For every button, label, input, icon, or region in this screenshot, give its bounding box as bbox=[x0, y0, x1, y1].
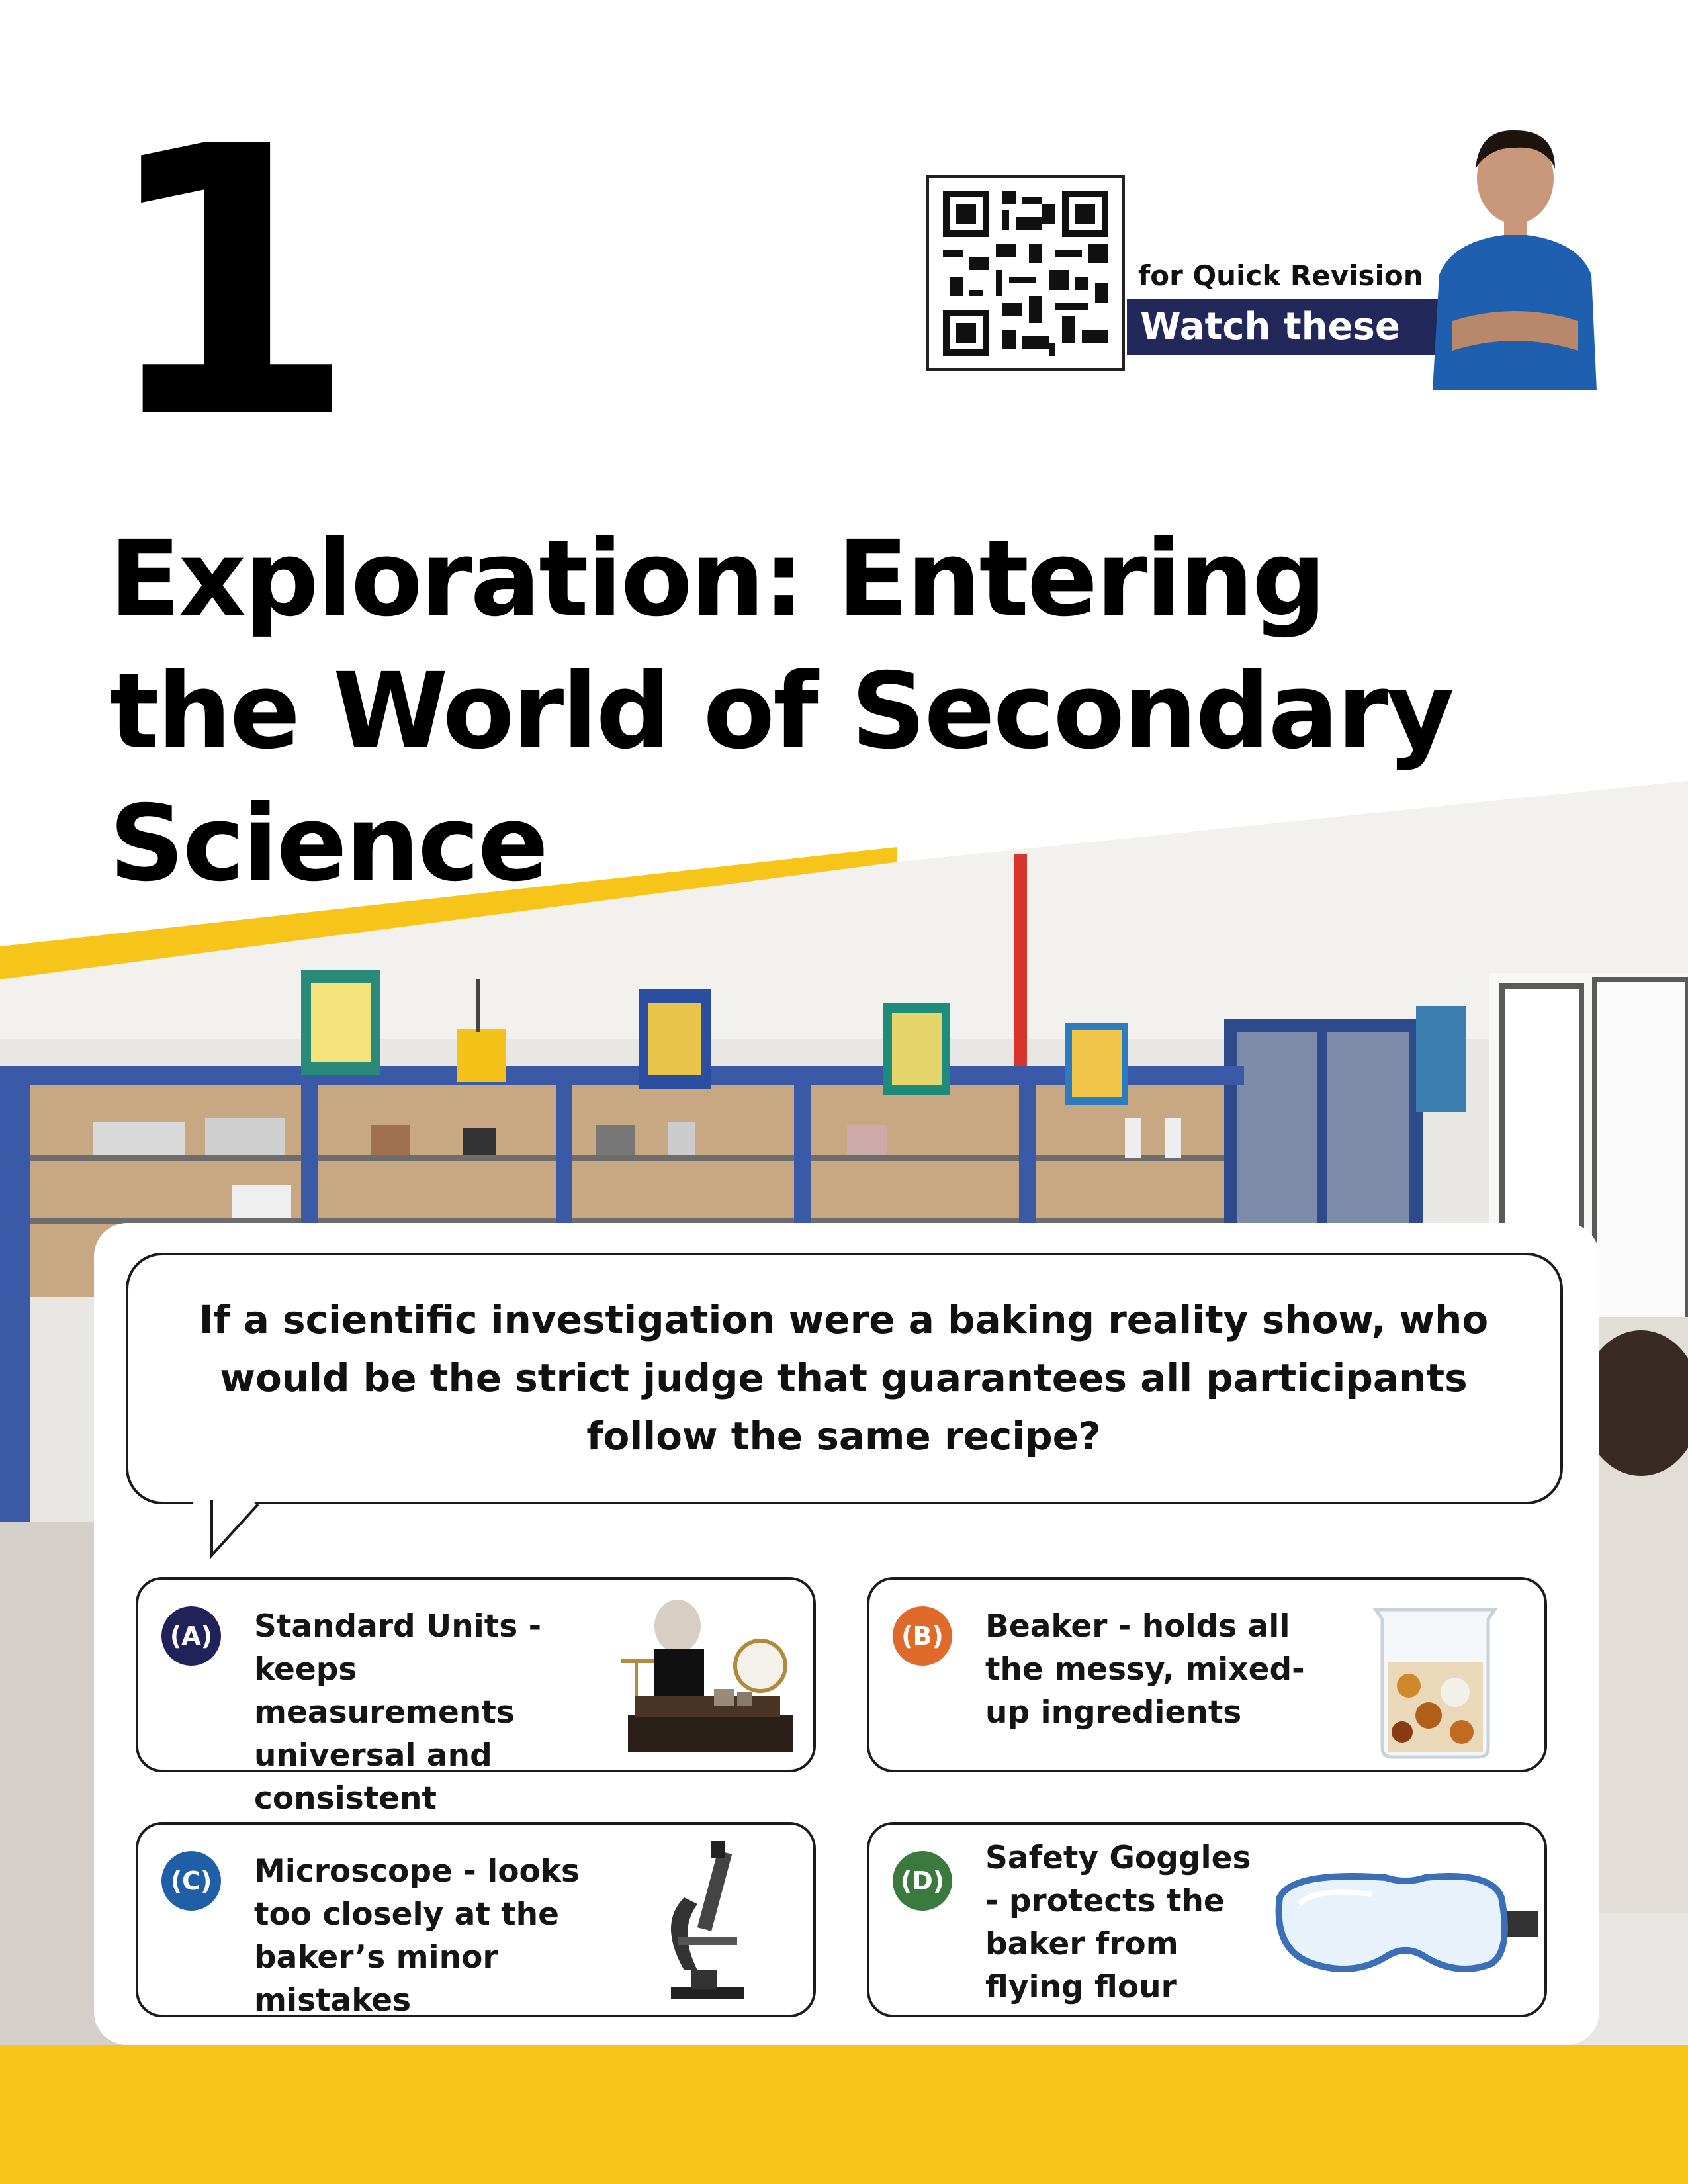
chapter-title-line-2: the World of Secondary bbox=[109, 651, 1453, 772]
promo-small-text: for Quick Revision bbox=[1138, 259, 1423, 292]
option-a-text: Standard Units - keeps measurements universal and consistent bbox=[254, 1608, 542, 1817]
question-text: If a scientific investigation were a baking reality show, who would be the strict judge that guarantees all participants follow the same recipe? bbox=[199, 1297, 1489, 1459]
chapter-title-line-3: Science bbox=[109, 783, 547, 905]
option-b-badge: (B) bbox=[893, 1606, 952, 1666]
option-c-badge: (C) bbox=[161, 1851, 221, 1911]
option-d-badge: (D) bbox=[893, 1851, 952, 1911]
qr-code[interactable] bbox=[926, 175, 1125, 371]
option-d-text: Safety Goggles - protects the baker from flying flour bbox=[985, 1840, 1251, 2005]
option-d[interactable] bbox=[867, 1822, 1547, 2017]
option-c-text: Microscope - looks too closely at the baker’s minor mistakes bbox=[254, 1853, 580, 2019]
promo-banner[interactable]: Watch these bbox=[1127, 299, 1438, 355]
chapter-number: 1 bbox=[99, 69, 351, 500]
option-c[interactable] bbox=[136, 1822, 816, 2017]
option-a[interactable] bbox=[136, 1577, 816, 1817]
teacher-avatar bbox=[1426, 122, 1601, 390]
chapter-title bbox=[109, 513, 1631, 910]
microscope-icon bbox=[644, 1838, 757, 2003]
option-a-badge: (A) bbox=[161, 1606, 221, 1666]
chapter-title-line-1: Exploration: Entering bbox=[109, 518, 1325, 640]
speech-bubble-tail bbox=[185, 1499, 265, 1559]
qr-code-icon bbox=[943, 191, 1108, 356]
option-b[interactable] bbox=[867, 1577, 1547, 1772]
beaker-icon bbox=[1356, 1600, 1515, 1762]
option-b-text: Beaker - holds all the messy, mixed-up ingredients bbox=[985, 1608, 1305, 1731]
goggles-icon bbox=[1273, 1864, 1541, 1980]
judge-scales-icon bbox=[615, 1596, 800, 1758]
